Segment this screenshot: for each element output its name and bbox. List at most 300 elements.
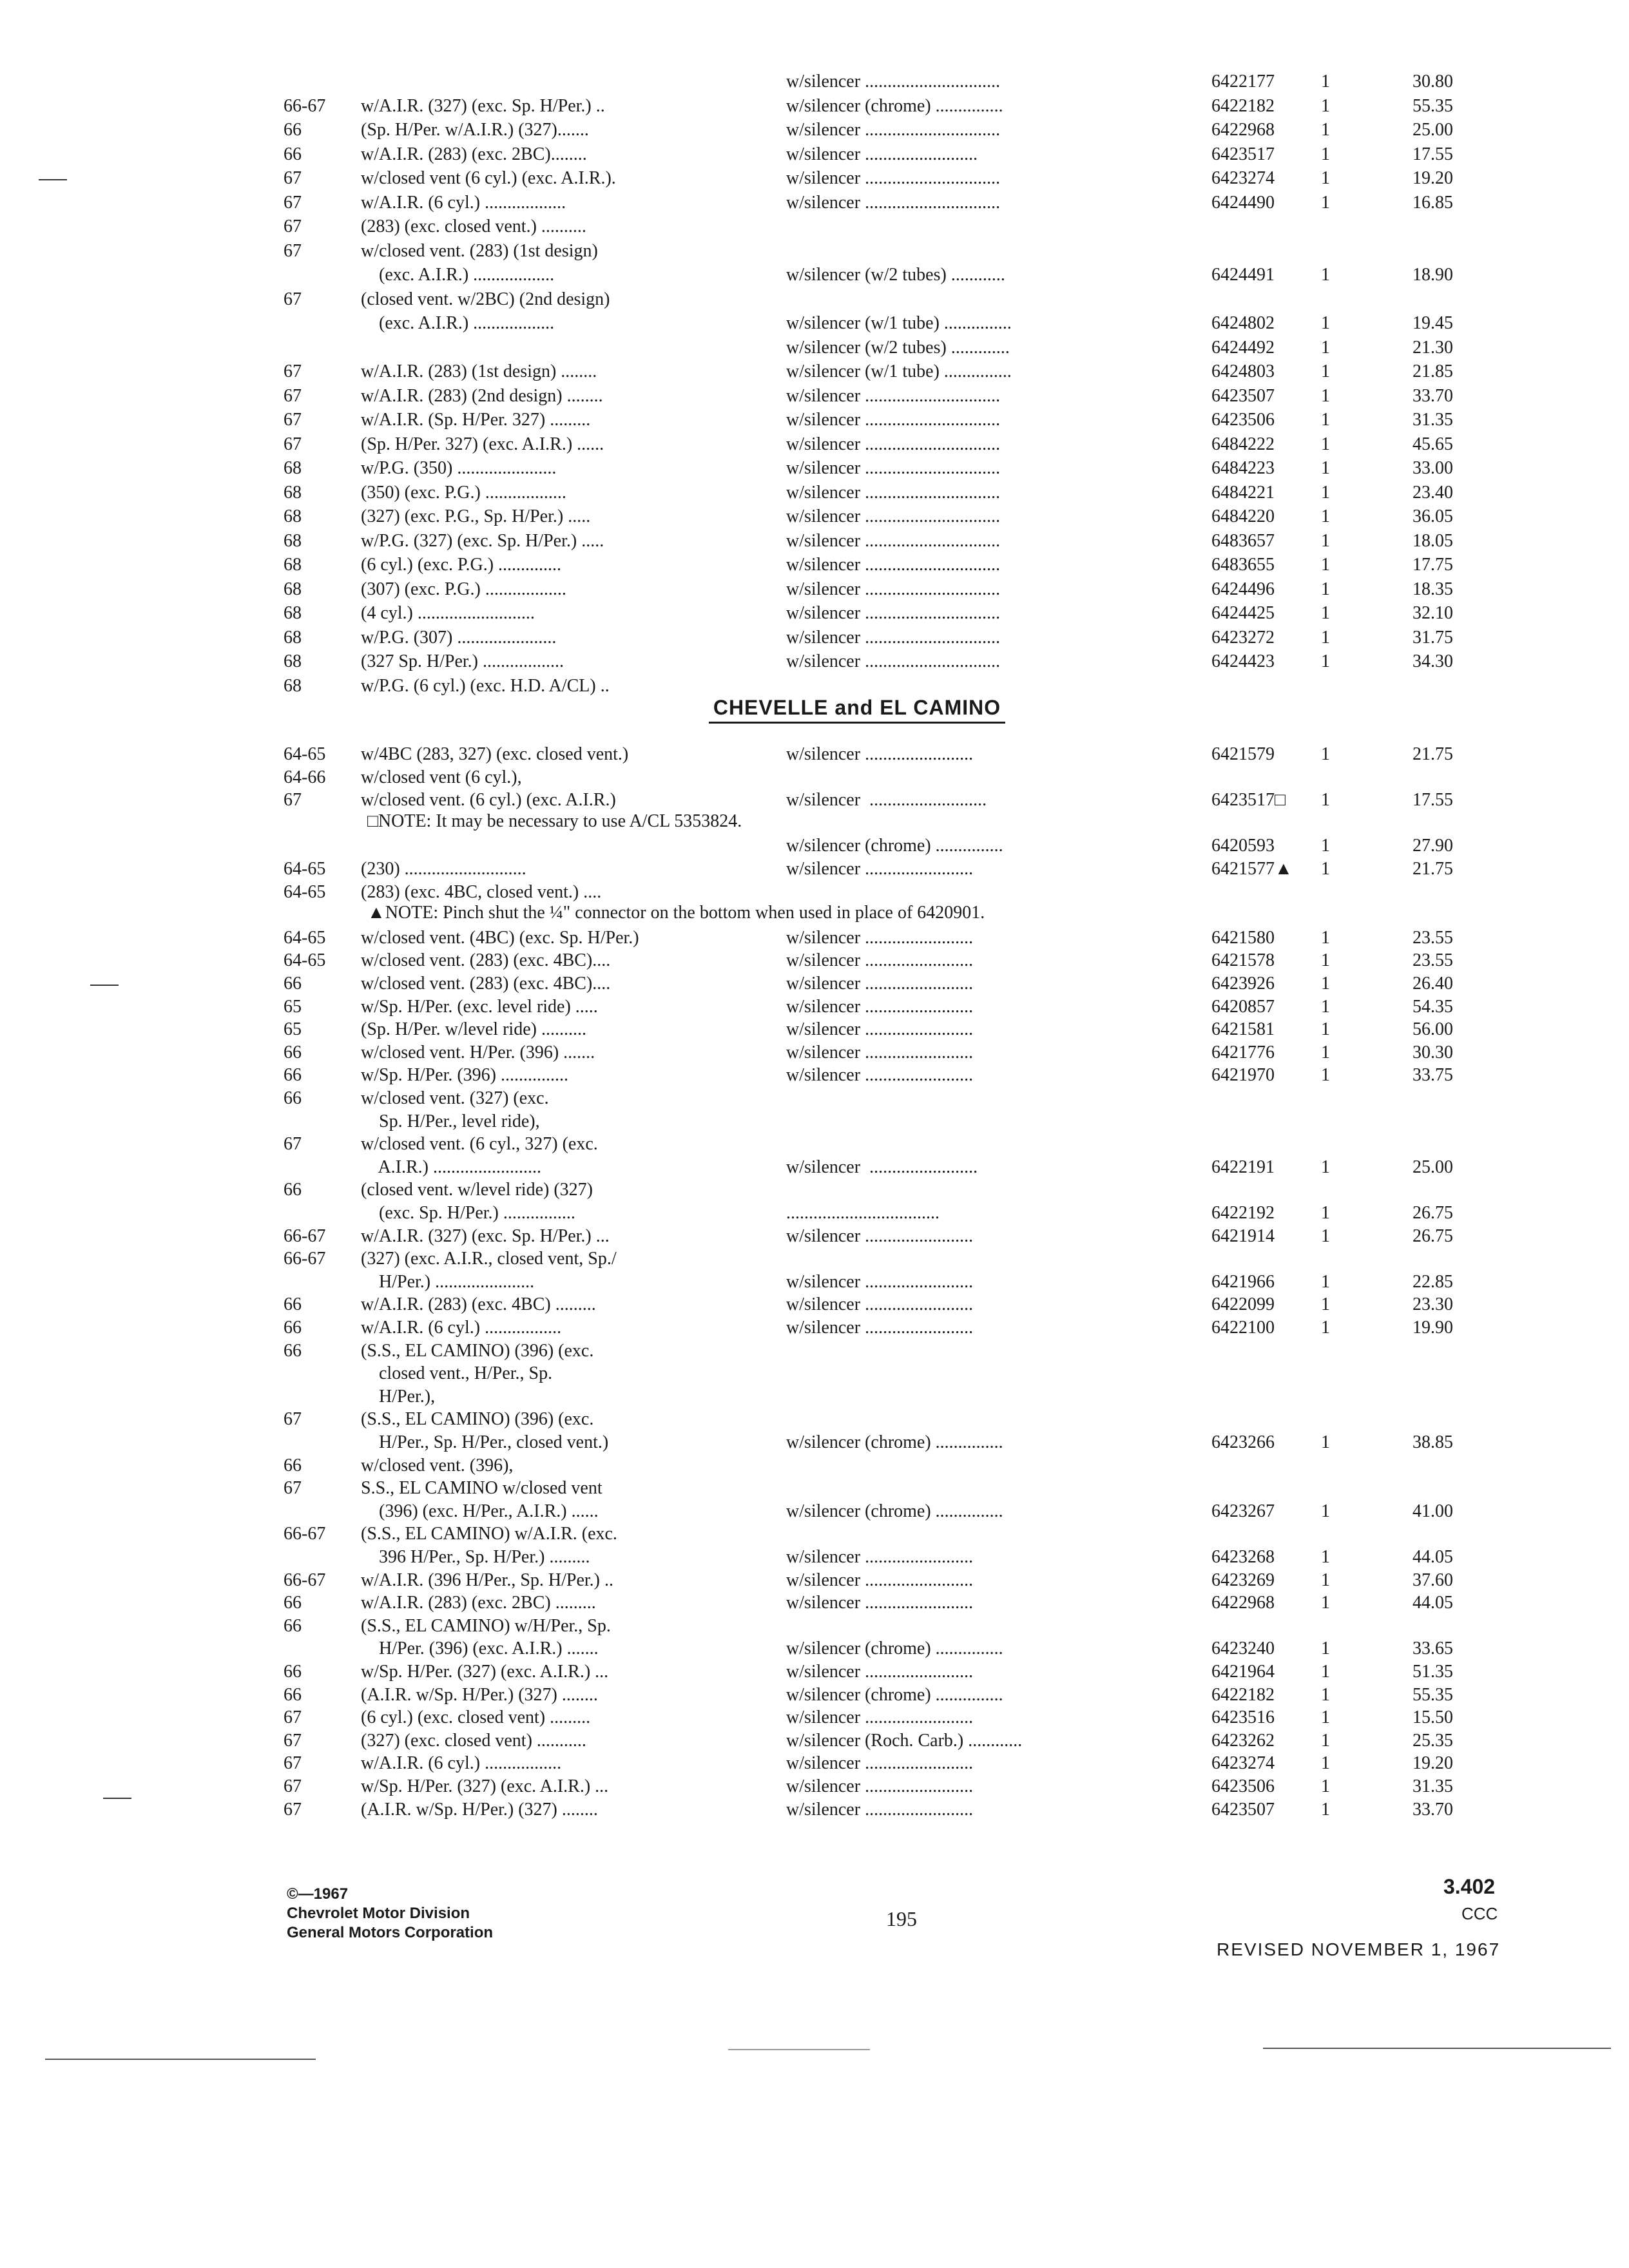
application-cell: w/silencer ........................ bbox=[786, 1662, 974, 1682]
year-cell: 68 bbox=[284, 651, 302, 671]
description-cell: w/P.G. (307) ...................... bbox=[361, 627, 557, 648]
description-cell: w/closed vent. (396), bbox=[361, 1455, 514, 1475]
part-number-cell: 6484221 bbox=[1211, 482, 1275, 503]
price-cell: 17.55 bbox=[1412, 790, 1453, 811]
description-cell: (exc. A.I.R.) .................. bbox=[361, 313, 555, 333]
publisher-block bbox=[287, 1885, 493, 1943]
quantity-cell: 1 bbox=[1321, 1019, 1330, 1040]
year-cell: 66 bbox=[284, 1318, 302, 1338]
price-cell: 23.55 bbox=[1412, 950, 1453, 971]
description-cell: w/A.I.R. (283) (exc. 4BC) ......... bbox=[361, 1294, 596, 1315]
quantity-cell: 1 bbox=[1321, 1157, 1330, 1177]
part-number-cell: 6423507 bbox=[1211, 385, 1275, 406]
quantity-cell: 1 bbox=[1321, 950, 1330, 971]
application-cell: w/silencer .............................. bbox=[786, 627, 1001, 648]
quantity-cell: 1 bbox=[1321, 168, 1330, 188]
price-cell: 45.65 bbox=[1412, 434, 1453, 454]
description-cell: w/Sp. H/Per. (327) (exc. A.I.R.) ... bbox=[361, 1662, 609, 1682]
description-cell: w/closed vent. (283) (exc. 4BC).... bbox=[361, 950, 611, 971]
year-cell: 67 bbox=[284, 1753, 302, 1774]
description-cell: (Sp. H/Per. w/A.I.R.) (327)....... bbox=[361, 120, 589, 140]
application-cell: w/silencer .............................. bbox=[786, 458, 1001, 478]
application-cell: w/silencer .............................. bbox=[786, 530, 1001, 551]
part-number-cell: 6423262 bbox=[1211, 1730, 1275, 1751]
year-cell: 66 bbox=[284, 120, 302, 140]
quantity-cell: 1 bbox=[1321, 434, 1330, 454]
application-cell: w/silencer ........................ bbox=[786, 1157, 978, 1177]
description-cell: H/Per.) ...................... bbox=[361, 1271, 535, 1292]
price-cell: 33.70 bbox=[1412, 1799, 1453, 1820]
year-cell: 67 bbox=[284, 1409, 302, 1430]
part-number-cell: 6422968 bbox=[1211, 1593, 1275, 1613]
application-cell: w/silencer .............................. bbox=[786, 651, 1001, 671]
application-cell: w/silencer .............................. bbox=[786, 120, 1001, 140]
description-cell: w/A.I.R. (6 cyl.) ................. bbox=[361, 1753, 562, 1774]
section-title-underline bbox=[709, 722, 1005, 724]
year-cell: 67 bbox=[284, 1776, 302, 1796]
quantity-cell: 1 bbox=[1321, 927, 1330, 948]
application-cell: w/silencer .............................. bbox=[786, 385, 1001, 406]
description-cell: (closed vent. w/level ride) (327) bbox=[361, 1180, 593, 1200]
price-cell: 51.35 bbox=[1412, 1662, 1453, 1682]
quantity-cell: 1 bbox=[1321, 506, 1330, 526]
quantity-cell: 1 bbox=[1321, 651, 1330, 671]
part-number-cell: 6421914 bbox=[1211, 1225, 1275, 1246]
quantity-cell: 1 bbox=[1321, 1662, 1330, 1682]
price-cell: 33.65 bbox=[1412, 1639, 1453, 1659]
application-cell: w/silencer (w/1 tube) ............... bbox=[786, 361, 1012, 381]
part-number-cell: 6422099 bbox=[1211, 1294, 1275, 1315]
part-number-cell: 6423274 bbox=[1211, 168, 1275, 188]
part-number-cell: 6483657 bbox=[1211, 530, 1275, 551]
description-cell: (230) ........................... bbox=[361, 859, 526, 879]
part-number-cell: 6423517□ bbox=[1211, 790, 1286, 811]
year-cell: 64-65 bbox=[284, 927, 326, 948]
application-cell: w/silencer ........................ bbox=[786, 859, 974, 879]
description-cell: (327) (exc. closed vent) ........... bbox=[361, 1730, 586, 1751]
description-cell: w/A.I.R. (327) (exc. Sp. H/Per.) .. bbox=[361, 95, 605, 116]
part-number-cell: 6423926 bbox=[1211, 974, 1275, 994]
price-cell: 18.35 bbox=[1412, 579, 1453, 599]
description-cell: (exc. Sp. H/Per.) ................ bbox=[361, 1203, 575, 1223]
description-cell: Sp. H/Per., level ride), bbox=[361, 1111, 540, 1131]
quantity-cell: 1 bbox=[1321, 72, 1330, 91]
part-number-cell: 6423506 bbox=[1211, 410, 1275, 430]
description-cell: (exc. A.I.R.) .................. bbox=[361, 265, 555, 285]
application-cell: w/silencer ........................ bbox=[786, 744, 974, 764]
description-cell: w/closed vent (6 cyl.), bbox=[361, 767, 522, 787]
description-cell: 396 H/Per., Sp. H/Per.) ......... bbox=[361, 1547, 590, 1567]
year-cell: 66-67 bbox=[284, 1570, 326, 1590]
description-cell: (327 Sp. H/Per.) .................. bbox=[361, 651, 564, 671]
application-cell: w/silencer ........................ bbox=[786, 1318, 974, 1338]
part-number-cell: 6423267 bbox=[1211, 1501, 1275, 1521]
year-cell: 66 bbox=[284, 1042, 302, 1062]
quantity-cell: 1 bbox=[1321, 458, 1330, 478]
part-number-cell: 6424496 bbox=[1211, 579, 1275, 599]
year-cell: 68 bbox=[284, 603, 302, 623]
price-cell: 21.75 bbox=[1412, 744, 1453, 764]
application-cell: w/silencer .............................. bbox=[786, 192, 1001, 213]
year-cell: 66 bbox=[284, 1340, 302, 1361]
description-cell: (S.S., EL CAMINO) (396) (exc. bbox=[361, 1340, 594, 1361]
year-cell: 68 bbox=[284, 506, 302, 526]
description-cell: (283) (exc. 4BC, closed vent.) .... bbox=[361, 881, 602, 902]
quantity-cell: 1 bbox=[1321, 482, 1330, 503]
description-cell: S.S., EL CAMINO w/closed vent bbox=[361, 1478, 602, 1499]
quantity-cell: 1 bbox=[1321, 555, 1330, 575]
price-cell: 54.35 bbox=[1412, 996, 1453, 1017]
application-cell: w/silencer (chrome) ............... bbox=[786, 1684, 1003, 1705]
quantity-cell: 1 bbox=[1321, 627, 1330, 648]
margin-mark bbox=[90, 985, 119, 986]
price-cell: 41.00 bbox=[1412, 1501, 1453, 1521]
price-cell: 33.70 bbox=[1412, 385, 1453, 406]
quantity-cell: 1 bbox=[1321, 1730, 1330, 1751]
quantity-cell: 1 bbox=[1321, 337, 1330, 358]
application-cell: w/silencer ........................ bbox=[786, 1707, 974, 1728]
part-number-cell: 6422100 bbox=[1211, 1318, 1275, 1338]
description-cell: w/A.I.R. (283) (2nd design) ........ bbox=[361, 385, 603, 406]
description-cell: (350) (exc. P.G.) .................. bbox=[361, 482, 566, 503]
price-cell: 19.20 bbox=[1412, 168, 1453, 188]
year-cell: 66-67 bbox=[284, 1249, 326, 1269]
part-number-cell: 6422191 bbox=[1211, 1157, 1275, 1177]
part-number-cell: 6423274 bbox=[1211, 1753, 1275, 1774]
part-number-cell: 6484222 bbox=[1211, 434, 1275, 454]
part-number-cell: 6422182 bbox=[1211, 1684, 1275, 1705]
part-number-cell: 6423266 bbox=[1211, 1432, 1275, 1452]
application-cell: w/silencer ........................ bbox=[786, 1570, 974, 1590]
quantity-cell: 1 bbox=[1321, 1225, 1330, 1246]
copyright: ©—1967 bbox=[287, 1885, 349, 1903]
quantity-cell: 1 bbox=[1321, 1593, 1330, 1613]
description-cell: w/closed vent. (4BC) (exc. Sp. H/Per.) bbox=[361, 927, 639, 948]
year-cell: 65 bbox=[284, 996, 302, 1017]
quantity-cell: 1 bbox=[1321, 1776, 1330, 1796]
price-cell: 30.30 bbox=[1412, 1042, 1453, 1062]
part-number-cell: 6421964 bbox=[1211, 1662, 1275, 1682]
year-cell: 67 bbox=[284, 361, 302, 381]
year-cell: 67 bbox=[284, 385, 302, 406]
margin-mark bbox=[39, 179, 67, 180]
application-cell: w/silencer .............................. bbox=[786, 506, 1001, 526]
quantity-cell: 1 bbox=[1321, 385, 1330, 406]
year-cell: 66 bbox=[284, 1662, 302, 1682]
year-cell: 68 bbox=[284, 579, 302, 599]
application-cell: w/silencer (w/1 tube) ............... bbox=[786, 313, 1012, 333]
revision-date: REVISED NOVEMBER 1, 1967 bbox=[1217, 1939, 1501, 1959]
year-cell: 64-65 bbox=[284, 881, 326, 902]
description-cell: (6 cyl.) (exc. closed vent) ......... bbox=[361, 1707, 591, 1728]
quantity-cell: 1 bbox=[1321, 120, 1330, 140]
part-number-cell: 6423268 bbox=[1211, 1547, 1275, 1567]
part-number-cell: 6421580 bbox=[1211, 927, 1275, 948]
year-cell: 66 bbox=[284, 1593, 302, 1613]
part-number-cell: 6423516 bbox=[1211, 1707, 1275, 1728]
part-number-cell: 6424491 bbox=[1211, 265, 1275, 285]
price-cell: 23.55 bbox=[1412, 927, 1453, 948]
year-cell: 68 bbox=[284, 555, 302, 575]
part-number-cell: 6421966 bbox=[1211, 1271, 1275, 1292]
description-cell: (A.I.R. w/Sp. H/Per.) (327) ........ bbox=[361, 1799, 598, 1820]
section-title-text: CHEVELLE and EL CAMINO bbox=[713, 696, 1001, 719]
note-text: □NOTE: It may be necessary to use A/CL 5353824. bbox=[367, 811, 742, 831]
price-cell: 26.75 bbox=[1412, 1203, 1453, 1223]
application-cell: w/silencer .............................. bbox=[786, 72, 1001, 91]
part-number-cell: 6420593 bbox=[1211, 836, 1275, 856]
quantity-cell: 1 bbox=[1321, 410, 1330, 430]
part-number-cell: 6421577▲ bbox=[1211, 859, 1293, 879]
year-cell: 68 bbox=[284, 458, 302, 478]
quantity-cell: 1 bbox=[1321, 144, 1330, 164]
description-cell: closed vent., H/Per., Sp. bbox=[361, 1363, 553, 1384]
quantity-cell: 1 bbox=[1321, 95, 1330, 116]
part-number-cell: 6421578 bbox=[1211, 950, 1275, 971]
description-cell: (283) (exc. closed vent.) .......... bbox=[361, 216, 586, 236]
application-cell: w/silencer ........................ bbox=[786, 1753, 974, 1774]
part-number-cell: 6421776 bbox=[1211, 1042, 1275, 1062]
quantity-cell: 1 bbox=[1321, 1684, 1330, 1705]
part-number-cell: 6423506 bbox=[1211, 1776, 1275, 1796]
page-number: 195 bbox=[886, 1907, 917, 1930]
quantity-cell: 1 bbox=[1321, 1570, 1330, 1590]
corporation-name: General Motors Corporation bbox=[287, 1924, 494, 1941]
price-cell: 19.90 bbox=[1412, 1318, 1453, 1338]
year-cell: 67 bbox=[284, 1707, 302, 1728]
year-cell: 66 bbox=[284, 974, 302, 994]
part-number-cell: 6422182 bbox=[1211, 95, 1275, 116]
description-cell: A.I.R.) ........................ bbox=[361, 1157, 541, 1177]
description-cell: w/A.I.R. (283) (exc. 2BC) ......... bbox=[361, 1593, 596, 1613]
year-cell: 64-66 bbox=[284, 767, 326, 787]
application-cell: w/silencer (Roch. Carb.) ............ bbox=[786, 1730, 1023, 1751]
description-cell: H/Per., Sp. H/Per., closed vent.) bbox=[361, 1432, 609, 1452]
application-cell: w/silencer ........................ bbox=[786, 1042, 974, 1062]
price-cell: 37.60 bbox=[1412, 1570, 1453, 1590]
year-cell: 68 bbox=[284, 675, 302, 696]
application-cell: w/silencer (w/2 tubes) ............ bbox=[786, 265, 1005, 285]
description-cell: (S.S., EL CAMINO) (396) (exc. bbox=[361, 1409, 594, 1430]
application-cell: w/silencer ........................ bbox=[786, 974, 974, 994]
price-cell: 18.05 bbox=[1412, 530, 1453, 551]
part-number-cell: 6483655 bbox=[1211, 555, 1275, 575]
price-cell: 25.00 bbox=[1412, 120, 1453, 140]
year-cell: 66 bbox=[284, 1088, 302, 1108]
quantity-cell: 1 bbox=[1321, 192, 1330, 213]
application-cell: w/silencer ........................ bbox=[786, 1271, 974, 1292]
part-number-cell: 6421579 bbox=[1211, 744, 1275, 764]
description-cell: w/P.G. (350) ...................... bbox=[361, 458, 557, 478]
description-cell: (4 cyl.) .......................... bbox=[361, 603, 535, 623]
application-cell: w/silencer .............................. bbox=[786, 603, 1001, 623]
year-cell: 67 bbox=[284, 790, 302, 811]
price-cell: 26.40 bbox=[1412, 974, 1453, 994]
application-cell: w/silencer (w/2 tubes) ............. bbox=[786, 337, 1010, 358]
quantity-cell: 1 bbox=[1321, 313, 1330, 333]
part-number-cell: 6422968 bbox=[1211, 120, 1275, 140]
description-cell: (closed vent. w/2BC) (2nd design) bbox=[361, 289, 610, 309]
price-cell: 16.85 bbox=[1412, 192, 1453, 213]
year-cell: 68 bbox=[284, 482, 302, 503]
description-cell: w/closed vent. (6 cyl., 327) (exc. bbox=[361, 1134, 598, 1155]
application-cell: w/silencer ........................ bbox=[786, 950, 974, 971]
application-cell: w/silencer (chrome) ............... bbox=[786, 1432, 1003, 1452]
quantity-cell: 1 bbox=[1321, 530, 1330, 551]
application-cell: w/silencer ........................ bbox=[786, 1799, 974, 1820]
description-cell: w/Sp. H/Per. (396) ............... bbox=[361, 1065, 568, 1086]
description-cell: H/Per.), bbox=[361, 1386, 436, 1407]
quantity-cell: 1 bbox=[1321, 744, 1330, 764]
quantity-cell: 1 bbox=[1321, 1065, 1330, 1086]
application-cell: w/silencer .............................. bbox=[786, 482, 1001, 503]
price-cell: 38.85 bbox=[1412, 1432, 1453, 1452]
note-text: ▲NOTE: Pinch shut the ¼" connector on the bottom when used in place of 6420901. bbox=[367, 903, 985, 923]
price-cell: 55.35 bbox=[1412, 95, 1453, 116]
quantity-cell: 1 bbox=[1321, 1799, 1330, 1820]
price-cell: 34.30 bbox=[1412, 651, 1453, 671]
year-cell: 67 bbox=[284, 168, 302, 188]
description-cell: w/A.I.R. (Sp. H/Per. 327) ......... bbox=[361, 410, 591, 430]
price-cell: 15.50 bbox=[1412, 1707, 1453, 1728]
part-number-cell: 6422192 bbox=[1211, 1203, 1275, 1223]
scan-line bbox=[1263, 2048, 1611, 2049]
description-cell: w/closed vent. (327) (exc. bbox=[361, 1088, 549, 1108]
year-cell: 67 bbox=[284, 1478, 302, 1499]
application-cell: w/silencer ........................ bbox=[786, 1776, 974, 1796]
application-cell: w/silencer ........................ bbox=[786, 1294, 974, 1315]
description-cell: w/closed vent. (283) (exc. 4BC).... bbox=[361, 974, 611, 994]
application-cell: w/silencer (chrome) ............... bbox=[786, 1639, 1003, 1659]
quantity-cell: 1 bbox=[1321, 836, 1330, 856]
description-cell: w/A.I.R. (6 cyl.) .................. bbox=[361, 192, 566, 213]
quantity-cell: 1 bbox=[1321, 1203, 1330, 1223]
part-number-cell: 6423240 bbox=[1211, 1639, 1275, 1659]
application-cell: w/silencer ........................ bbox=[786, 996, 974, 1017]
year-cell: 64-65 bbox=[284, 744, 326, 764]
part-number-cell: 6421970 bbox=[1211, 1065, 1275, 1086]
quantity-cell: 1 bbox=[1321, 1707, 1330, 1728]
application-cell: w/silencer .............................. bbox=[786, 579, 1001, 599]
description-cell: H/Per. (396) (exc. A.I.R.) ....... bbox=[361, 1639, 599, 1659]
margin-mark bbox=[103, 1798, 131, 1799]
price-cell: 21.30 bbox=[1412, 337, 1453, 358]
quantity-cell: 1 bbox=[1321, 790, 1330, 811]
year-cell: 67 bbox=[284, 1730, 302, 1751]
description-cell: w/P.G. (6 cyl.) (exc. H.D. A/CL) .. bbox=[361, 675, 610, 696]
part-number-cell: 6423507 bbox=[1211, 1799, 1275, 1820]
quantity-cell: 1 bbox=[1321, 361, 1330, 381]
price-cell: 30.80 bbox=[1412, 72, 1453, 91]
part-number-cell: 6424802 bbox=[1211, 313, 1275, 333]
price-cell: 21.75 bbox=[1412, 859, 1453, 879]
scan-line bbox=[45, 2059, 316, 2060]
quantity-cell: 1 bbox=[1321, 603, 1330, 623]
quantity-cell: 1 bbox=[1321, 974, 1330, 994]
description-cell: w/closed vent. (6 cyl.) (exc. A.I.R.) bbox=[361, 790, 616, 811]
application-cell: w/silencer .......................... bbox=[786, 790, 987, 811]
year-cell: 66 bbox=[284, 1684, 302, 1705]
description-cell: w/closed vent. (283) (1st design) bbox=[361, 240, 598, 261]
part-number-cell: 6422177 bbox=[1211, 72, 1275, 91]
description-cell: w/A.I.R. (283) (exc. 2BC)........ bbox=[361, 144, 587, 164]
quantity-cell: 1 bbox=[1321, 1753, 1330, 1774]
description-cell: w/Sp. H/Per. (exc. level ride) ..... bbox=[361, 996, 598, 1017]
price-cell: 33.00 bbox=[1412, 458, 1453, 478]
year-cell: 66 bbox=[284, 1294, 302, 1315]
quantity-cell: 1 bbox=[1321, 859, 1330, 879]
year-cell: 66 bbox=[284, 144, 302, 164]
quantity-cell: 1 bbox=[1321, 1042, 1330, 1062]
application-cell: w/silencer .............................. bbox=[786, 555, 1001, 575]
part-number-cell: 6423517 bbox=[1211, 144, 1275, 164]
quantity-cell: 1 bbox=[1321, 1432, 1330, 1452]
year-cell: 68 bbox=[284, 530, 302, 551]
description-cell: (S.S., EL CAMINO) w/H/Per., Sp. bbox=[361, 1615, 611, 1636]
price-cell: 31.35 bbox=[1412, 1776, 1453, 1796]
part-number-cell: 6424492 bbox=[1211, 337, 1275, 358]
price-cell: 36.05 bbox=[1412, 506, 1453, 526]
price-cell: 25.00 bbox=[1412, 1157, 1453, 1177]
year-cell: 66 bbox=[284, 1180, 302, 1200]
application-cell: .................................. bbox=[786, 1203, 940, 1223]
part-number-cell: 6424423 bbox=[1211, 651, 1275, 671]
application-cell: w/silencer ......................... bbox=[786, 144, 978, 164]
description-cell: w/A.I.R. (283) (1st design) ........ bbox=[361, 361, 597, 381]
quantity-cell: 1 bbox=[1321, 1318, 1330, 1338]
section-number: 3.402 bbox=[1443, 1875, 1496, 1898]
price-cell: 17.75 bbox=[1412, 555, 1453, 575]
year-cell: 68 bbox=[284, 627, 302, 648]
year-cell: 67 bbox=[284, 192, 302, 213]
section-title bbox=[709, 696, 1005, 720]
description-cell: w/closed vent (6 cyl.) (exc. A.I.R.). bbox=[361, 168, 616, 188]
section-code: CCC bbox=[1461, 1904, 1498, 1923]
description-cell: w/closed vent. H/Per. (396) ....... bbox=[361, 1042, 595, 1062]
quantity-cell: 1 bbox=[1321, 1501, 1330, 1521]
application-cell: w/silencer ........................ bbox=[786, 1019, 974, 1040]
description-cell: (Sp. H/Per. 327) (exc. A.I.R.) ...... bbox=[361, 434, 604, 454]
division-name: Chevrolet Motor Division bbox=[287, 1905, 470, 1922]
year-cell: 67 bbox=[284, 240, 302, 261]
application-cell: w/silencer ........................ bbox=[786, 1547, 974, 1567]
application-cell: w/silencer ........................ bbox=[786, 927, 974, 948]
price-cell: 31.35 bbox=[1412, 410, 1453, 430]
part-number-cell: 6421581 bbox=[1211, 1019, 1275, 1040]
part-number-cell: 6423269 bbox=[1211, 1570, 1275, 1590]
price-cell: 44.05 bbox=[1412, 1593, 1453, 1613]
quantity-cell: 1 bbox=[1321, 1271, 1330, 1292]
application-cell: w/silencer ........................ bbox=[786, 1593, 974, 1613]
application-cell: w/silencer (chrome) ............... bbox=[786, 1501, 1003, 1521]
application-cell: w/silencer ........................ bbox=[786, 1065, 974, 1086]
quantity-cell: 1 bbox=[1321, 265, 1330, 285]
year-cell: 66-67 bbox=[284, 1225, 326, 1246]
application-cell: w/silencer (chrome) ............... bbox=[786, 95, 1003, 116]
application-cell: w/silencer .............................. bbox=[786, 410, 1001, 430]
year-cell: 66-67 bbox=[284, 1524, 326, 1544]
year-cell: 66 bbox=[284, 1615, 302, 1636]
year-cell: 67 bbox=[284, 216, 302, 236]
description-cell: w/4BC (283, 327) (exc. closed vent.) bbox=[361, 744, 629, 764]
quantity-cell: 1 bbox=[1321, 1547, 1330, 1567]
year-cell: 66-67 bbox=[284, 95, 326, 116]
year-cell: 64-65 bbox=[284, 950, 326, 971]
price-cell: 23.40 bbox=[1412, 482, 1453, 503]
price-cell: 22.85 bbox=[1412, 1271, 1453, 1292]
price-cell: 19.20 bbox=[1412, 1753, 1453, 1774]
quantity-cell: 1 bbox=[1321, 1639, 1330, 1659]
